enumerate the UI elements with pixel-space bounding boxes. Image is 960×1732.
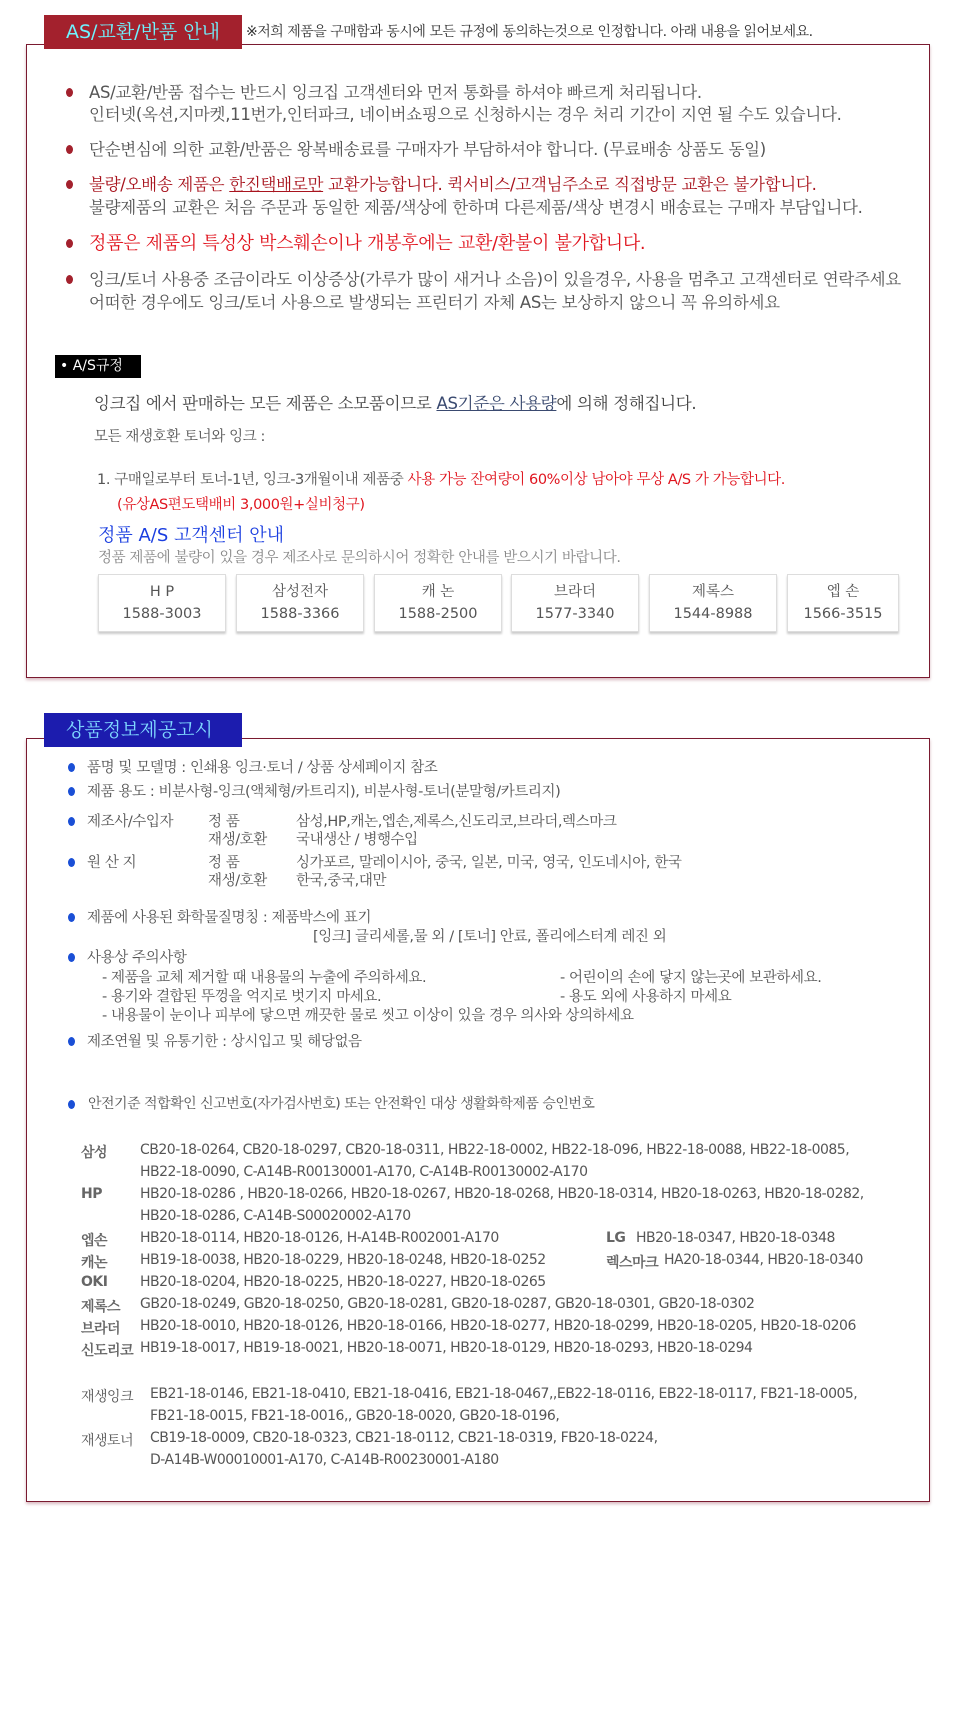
- bullet-icon: [66, 88, 73, 97]
- brand-label: 캐논: [81, 1255, 108, 1271]
- notice-line-genuine: 정품은 제품의 특성상 박스훼손이나 개봉후에는 교환/환불이 불가합니다.: [89, 233, 646, 254]
- info-origin-value: 한국,중국,대만: [296, 873, 387, 889]
- code-line: HB19-18-0038, HB20-18-0229, HB20-18-0248, HB20-18-0252: [140, 1252, 546, 1268]
- bullet-icon: [68, 787, 75, 796]
- recycled-label: 재생잉크: [81, 1389, 134, 1405]
- code-line: FB21-18-0015, FB21-18-0016,, GB20-18-0020, GB20-18-0196,: [150, 1408, 560, 1424]
- brand-label: 삼성: [81, 1145, 108, 1161]
- code-line: GB20-18-0249, GB20-18-0250, GB20-18-0281, GB20-18-0287, GB20-18-0301, GB20-18-0302: [140, 1296, 755, 1312]
- brand-label: 제록스: [81, 1299, 121, 1315]
- center-brother: 브라더 1577-3340: [511, 574, 639, 632]
- center-epson: 엡 손 1566-3515: [787, 574, 899, 632]
- caution-item: - 내용물이 눈이나 피부에 닿으면 깨끗한 물로 씻고 이상이 있을 경우 의사와 상의하세요: [102, 1008, 634, 1024]
- brand-label: 엡손: [81, 1233, 108, 1249]
- caution-item: - 용기와 결합된 뚜껑을 억지로 벗기지 마세요.: [102, 989, 382, 1005]
- notice-line: AS/교환/반품 접수는 반드시 잉크집 고객센터와 먼저 통화를 하셔야 빠르게 처리됩니다.: [89, 83, 702, 102]
- info-date: 제조연월 및 유통기한 : 상시입고 및 해당없음: [87, 1034, 362, 1050]
- info-origin-label: 원 산 지: [87, 855, 137, 871]
- bullet-icon: [68, 1100, 75, 1109]
- center-samsung: 삼성전자 1588-3366: [236, 574, 364, 632]
- bullet-icon: [66, 180, 73, 189]
- brand-label: OKI: [81, 1274, 108, 1290]
- center-xerox: 제록스 1544-8988: [649, 574, 777, 632]
- as-rule-line: 모든 재생호환 토너와 잉크 :: [94, 429, 265, 445]
- notice-line: 어떠한 경우에도 잉크/토너 사용으로 발생되는 프린터기 자체 AS는 보상하지 않으니 꼭 유의하세요: [89, 293, 780, 312]
- code-line: HB19-18-0017, HB19-18-0021, HB20-18-0071, HB20-18-0129, HB20-18-0293, HB20-18-0294: [140, 1340, 753, 1356]
- bullet-icon: [68, 1037, 75, 1046]
- code-line: HB20-18-0114, HB20-18-0126, H-A14B-R002001-A170: [140, 1230, 499, 1246]
- info-maker-key: 재생/호환: [208, 832, 267, 848]
- info-origin-key: 재생/호환: [208, 873, 267, 889]
- info-origin-key: 정 품: [208, 855, 240, 871]
- info-safety-title: 안전기준 적합확인 신고번호(자가검사번호) 또는 안전확인 대상 생활화학제품 승인번호: [88, 1096, 595, 1112]
- brand-label: HP: [81, 1186, 102, 1202]
- recycled-label: 재생토너: [81, 1433, 134, 1449]
- bullet-icon: [68, 953, 75, 962]
- caution-item: - 어린이의 손에 닿지 않는곳에 보관하세요.: [560, 970, 822, 986]
- center-canon: 캐 논 1588-2500: [374, 574, 502, 632]
- info-caution-title: 사용상 주의사항: [87, 950, 187, 966]
- info-maker-key: 정 품: [208, 814, 240, 830]
- caution-item: - 제품을 교체 제거할 때 내용물의 누출에 주의하세요.: [102, 970, 427, 986]
- code-line: HB20-18-0204, HB20-18-0225, HB20-18-0227, HB20-18-0265: [140, 1274, 546, 1290]
- notice-line: 인터넷(옥션,지마켓,11번가,인터파크, 네이버쇼핑으로 신청하시는 경우 처리 기간이 지연 될 수도 있습니다.: [89, 105, 842, 124]
- info-maker-label: 제조사/수입자: [87, 814, 174, 830]
- notice-line-defect: 불량/오배송 제품은 한진택배로만 교환가능합니다. 퀵서비스/고객님주소로 직접방문 교환은 불가합니다.: [89, 175, 817, 194]
- code-line: CB20-18-0264, CB20-18-0297, CB20-18-0311, HB22-18-0002, HB22-18-096, HB22-18-0088, HB22-18-0085,: [140, 1142, 850, 1158]
- notice-line: 불량제품의 교환은 처음 주문과 동일한 제품/색상에 한하며 다른제품/색상 변경시 배송료는 구매자 부담입니다.: [89, 198, 863, 217]
- center-hp: H P 1588-3003: [98, 574, 226, 632]
- as-rule-fee: (유상AS편도택배비 3,000원+실비청구): [117, 497, 365, 513]
- info-name: 품명 및 모델명 : 인쇄용 잉크·토너 / 상품 상세페이지 참조: [87, 760, 438, 776]
- product-info-tab: 상품정보제공고시: [44, 713, 242, 747]
- as-rule-line: 잉크집 에서 판매하는 모든 제품은 소모품이므로 AS기준은 사용량에 의해 정해집니다.: [94, 394, 697, 413]
- code-line: CB19-18-0009, CB20-18-0323, CB21-18-0112, CB21-18-0319, FB20-18-0224,: [150, 1430, 658, 1446]
- code-line: HB20-18-0286, C-A14B-S00020002-A170: [140, 1208, 411, 1224]
- bullet-icon: [66, 239, 73, 248]
- as-exchange-tab: AS/교환/반품 안내: [44, 15, 242, 49]
- as-rule-item: 1. 구매일로부터 토너-1년, 잉크-3개월이내 제품중 사용 가능 잔여량이 60%이상 남아야 무상 A/S 가 가능합니다.: [97, 472, 785, 488]
- info-chemicals-detail: [잉크] 글리세롤,물 외 / [토너] 안료, 폴리에스터계 레진 외: [313, 929, 667, 945]
- service-center-desc: 정품 제품에 불량이 있을 경우 제조사로 문의하시어 정확한 안내를 받으시기 바랍니다.: [98, 550, 621, 566]
- info-origin-value: 싱가포르, 말레이시아, 중국, 일본, 미국, 영국, 인도네시아, 한국: [296, 855, 682, 871]
- bullet-icon: [68, 913, 75, 922]
- notice-line: 잉크/토너 사용중 조금이라도 이상증상(가루가 많이 새거나 소음)이 있을경우, 사용을 멈추고 고객센터로 연락주세요: [89, 270, 901, 289]
- brand-label: 브라더: [81, 1321, 121, 1337]
- code-line: HB22-18-0090, C-A14B-R00130001-A170, C-A14B-R00130002-A170: [140, 1164, 588, 1180]
- code-line: HB20-18-0347, HB20-18-0348: [636, 1230, 835, 1246]
- brand-label: 신도리코: [81, 1343, 134, 1359]
- code-line: HB20-18-0010, HB20-18-0126, HB20-18-0166, HB20-18-0277, HB20-18-0299, HB20-18-0205, HB20-18-0206: [140, 1318, 856, 1334]
- bullet-icon: [68, 763, 75, 772]
- service-center-title: 정품 A/S 고객센터 안내: [98, 525, 285, 546]
- notice-line: 단순변심에 의한 교환/반품은 왕복배송료를 구매자가 부담하셔야 합니다. (무료배송 상품도 동일): [89, 140, 766, 159]
- brand-label: 렉스마크: [606, 1255, 659, 1271]
- bullet-icon: [66, 275, 73, 284]
- info-use: 제품 용도 : 비분사형-잉크(액체형/카트리지), 비분사형-토너(분말형/카트리지): [87, 784, 561, 800]
- agreement-notice: ※저희 제품을 구매함과 동시에 모든 규정에 동의하는것으로 인정합니다. 아래 내용을 읽어보세요.: [246, 24, 813, 40]
- info-chemicals: 제품에 사용된 화학물질명칭 : 제품박스에 표기: [87, 910, 372, 926]
- brand-label: LG: [606, 1230, 626, 1246]
- code-line: EB21-18-0146, EB21-18-0410, EB21-18-0416, EB21-18-0467,,EB22-18-0116, EB22-18-0117, FB21-18-0005,: [150, 1386, 858, 1402]
- caution-item: - 용도 외에 사용하지 마세요: [560, 989, 732, 1005]
- bullet-icon: [66, 145, 73, 154]
- code-line: HA20-18-0344, HB20-18-0340: [664, 1252, 863, 1268]
- info-maker-value: 삼성,HP,캐논,엡손,제록스,신도리코,브라더,렉스마크: [296, 814, 617, 830]
- info-maker-value: 국내생산 / 병행수입: [296, 832, 418, 848]
- code-line: HB20-18-0286 , HB20-18-0266, HB20-18-0267, HB20-18-0268, HB20-18-0314, HB20-18-0263, HB20-18-0282,: [140, 1186, 864, 1202]
- bullet-icon: [68, 858, 75, 867]
- as-rule-tag: • A/S규정: [55, 355, 141, 378]
- bullet-icon: [68, 817, 75, 826]
- code-line: D-A14B-W00010001-A170, C-A14B-R00230001-A180: [150, 1452, 499, 1468]
